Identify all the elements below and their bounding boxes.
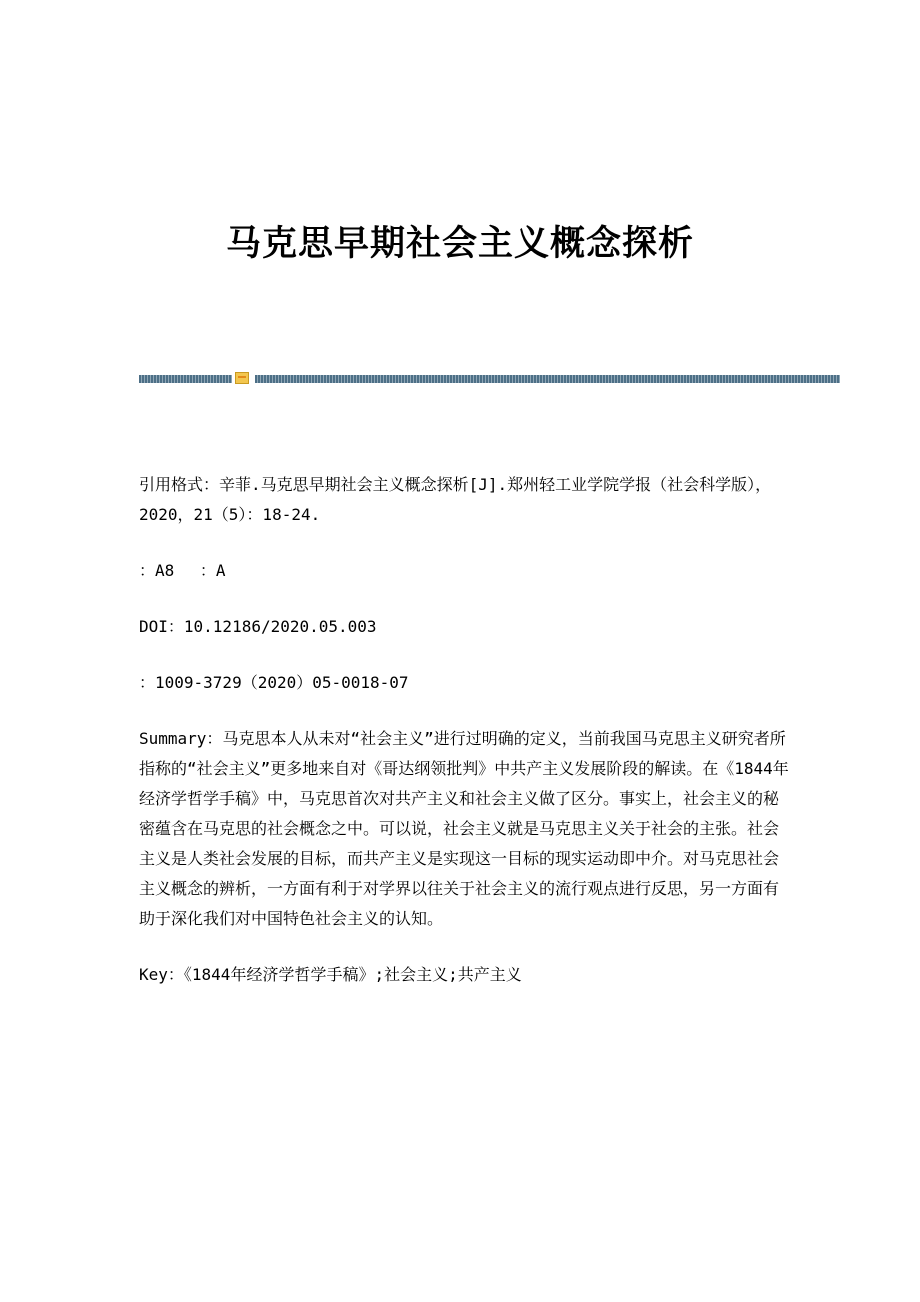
- title-divider: [139, 375, 840, 383]
- summary-paragraph: [139, 724, 789, 934]
- article-number-text: ：1009-3729（2020）05-0018-07: [139, 673, 409, 692]
- envelope-icon: [235, 372, 249, 384]
- doi-text: DOI：10.12186/2020.05.003: [139, 617, 377, 636]
- summary-text: 马克思本人从未对“社会主义”进行过明确的定义，当前我国马克思主义研究者所指称的“社会主义”更多地来自对《哥达纲领批判》中共产主义发展阶段的解读。在《1844年经济学哲学手稿》中，马克思首次对共产主义和社会主义做了区分。事实上，社会主义的秘密蕴含在马克思的社会概念之中。可以说，社会主义就是马克思主义关于社会的主张。社会主义是人类社会发展的目标，而共产主义是实现这一目标的现实运动即中介。对马克思社会主义概念的辨析，一方面有利于对学界以往关于社会主义的流行观点进行反思，另一方面有助于深化我们对中国特色社会主义的认知。: [139, 729, 789, 928]
- keywords-label: Key：: [139, 965, 184, 984]
- classification-text: ：A8 ：A: [139, 561, 226, 580]
- document-body: [139, 470, 789, 1016]
- keywords-paragraph: [139, 960, 789, 990]
- document-title: 马克思早期社会主义概念探析: [225, 223, 694, 264]
- divider-bar-right: [255, 375, 840, 383]
- keywords-text: 《1844年经济学哲学手稿》;社会主义;共产主义: [183, 965, 522, 984]
- citation-text: 引用格式：辛菲.马克思早期社会主义概念探析[J].郑州轻工业学院学报（社会科学版），2020，21（5）：18-24.: [139, 475, 772, 524]
- summary-label: Summary：: [139, 729, 223, 748]
- divider-bar-left: [139, 375, 232, 383]
